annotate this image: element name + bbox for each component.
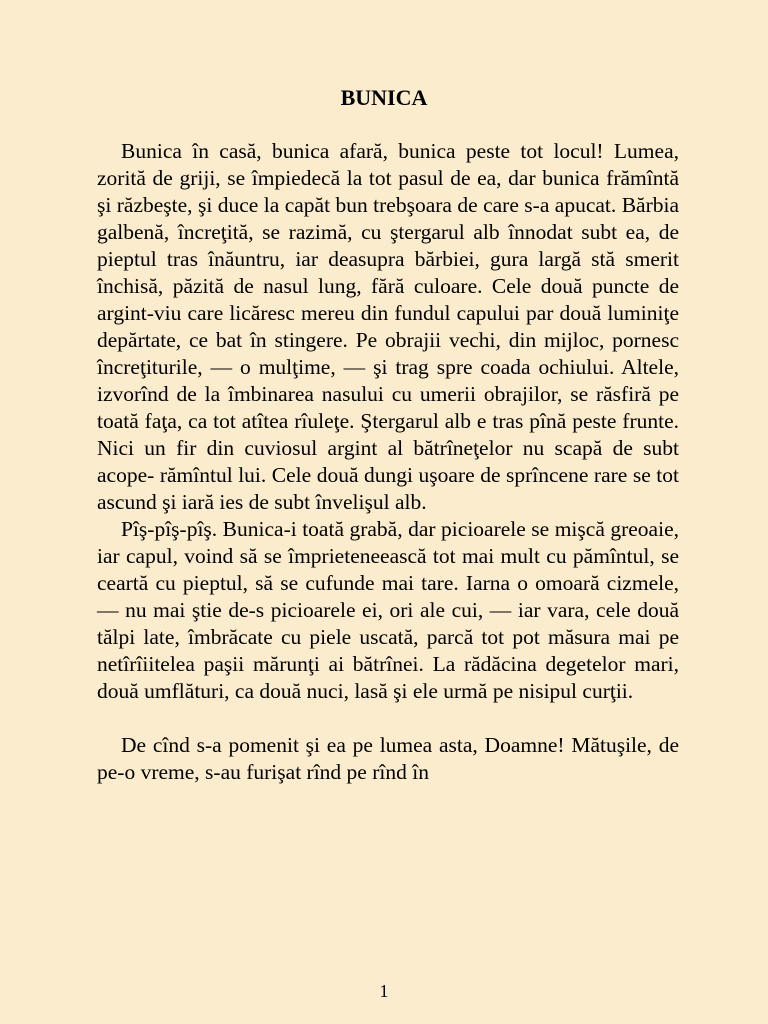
page-title: BUNICA xyxy=(340,85,428,110)
document-body xyxy=(97,138,679,786)
paragraph-2: Pîş-pîş-pîş. Bunica-i toată grabă, dar picioarele se mişcă greoaie, iar capul, voind să se împrieteneească tot mai mult cu pămîntul, se ceartă cu pieptul, să se cufunde mai tare. Iarna o omoară cizmele, — nu mai ştie de-s picioarele ei, ori ale cui, — iar vara, cele două tălpi late, îmbrăcate cu piele uscată, parcă tot pot măsura mai pe netîrîiitelea paşii mărunţi ai bătrînei. La rădăcina degetelor mari, două umflături, ca două nuci, lasă şi ele urmă pe nisipul curţii. xyxy=(97,517,679,703)
paragraph-1: Bunica în casă, bunica afară, bunica peste tot locul! Lumea, zorită de griji, se împiedecă la tot pasul de ea, dar bunica frămîntă şi răzbeşte, şi duce la capăt bun trebşoara de care s-a apucat. Bărbia galbenă, încreţită, se razimă, cu ştergarul alb înnodat subt ea, de pieptul tras înăuntru, iar deasupra bărbiei, gura largă stă smerit închisă, păzită de nasul lung, fără culoare. Cele două puncte de argint-viu care licăresc mereu din fundul capului par două luminiţe depărtate, ce bat în stingere. Pe obrajii vechi, din mijloc, pornesc încreţiturile, — o mulţime, — şi trag spre coada ochiului. Altele, izvorînd de la îmbinarea nasului cu umerii obrajilor, se răsfiră pe toată faţa, ca tot atîtea rîuleţe. Ştergarul alb e tras pînă peste frunte. Nici un fir din cuviosul argint al bătrîneţelor nu scapă de subt acope- rămîntul lui. Cele două dungi uşoare de sprîncene rare se tot ascund şi iară ies de subt învelişul alb. xyxy=(97,139,679,514)
page-number: 1 xyxy=(379,981,389,1001)
paragraph-3: De cînd s-a pomenit şi ea pe lumea asta, Doamne! Mătuşile, de pe-o vreme, s-au furişat rînd pe rînd în xyxy=(97,733,679,784)
